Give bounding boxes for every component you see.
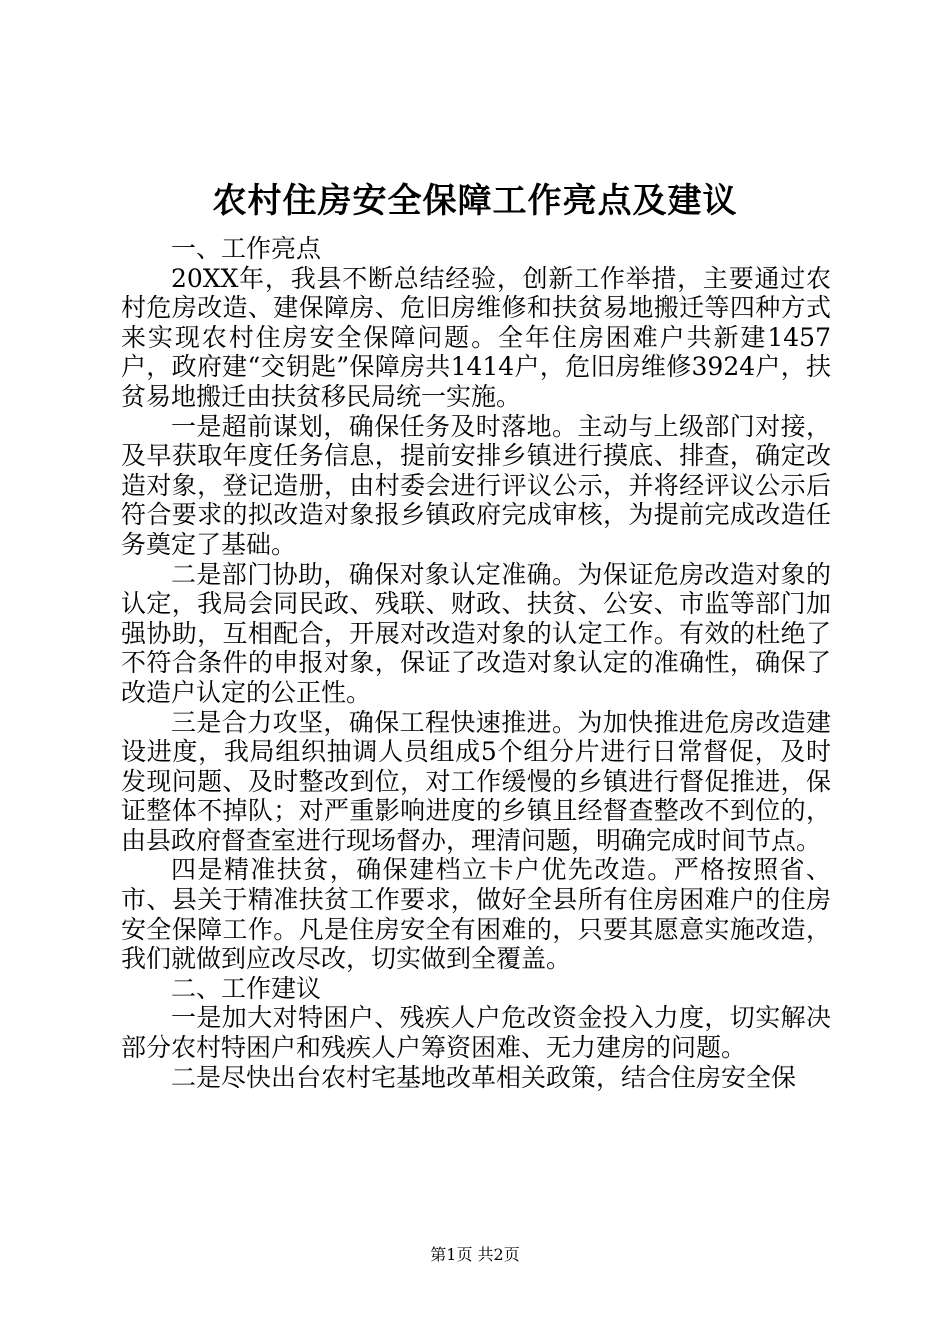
paragraph-point-three: 三是合力攻坚，确保工程快速推进。为加快推进危房改造建设进度，我局组织抽调人员组成5个组分片进行日常督促，及时发现问题、及时整改到位，对工作缓慢的乡镇进行督促推进，保证整体不掉队；对严重影响进度的乡镇且经督查整改不到位的，由县政府督查室进行现场督办，理清问题，明确完成时间节点。 (121, 707, 831, 855)
document-body (121, 234, 831, 1092)
page-footer: 第1页 共2页 (430, 1245, 520, 1264)
paragraph-suggestion-two: 二是尽快出台农村宅基地改革相关政策，结合住房安全保 (171, 1062, 797, 1092)
paragraph-suggestion-one: 一是加大对特困户、残疾人户危改资金投入力度，切实解决部分农村特困户和残疾人户筹资困难、无力建房的问题。 (121, 1003, 831, 1063)
paragraph-point-one: 一是超前谋划，确保任务及时落地。主动与上级部门对接，及早获取年度任务信息，提前安排乡镇进行摸底、排查，确定改造对象，登记造册，由村委会进行评议公示，并将经评议公示后符合要求的拟改造对象报乡镇政府完成审核，为提前完成改造任务奠定了基础。 (121, 411, 831, 559)
paragraph-point-four: 四是精准扶贫，确保建档立卡户优先改造。严格按照省、市、县关于精准扶贫工作要求，做好全县所有住房困难户的住房安全保障工作。凡是住房安全有困难的，只要其愿意实施改造，我们就做到应改尽改，切实做到全覆盖。 (121, 855, 831, 974)
document-title: 农村住房安全保障工作亮点及建议 (212, 181, 738, 221)
paragraph-overview: 20XX年，我县不断总结经验，创新工作举措，主要通过农村危房改造、建保障房、危旧房维修和扶贫易地搬迁等四种方式来实现农村住房安全保障问题。全年住房困难户共新建1457户，政府建“交钥匙”保障房共1414户，危旧房维修3924户，扶贫易地搬迁由扶贫移民局统一实施。 (121, 263, 831, 411)
section-heading-suggestions: 二、工作建议 (171, 973, 322, 1003)
section-heading-highlights: 一、工作亮点 (171, 234, 322, 263)
paragraph-point-two: 二是部门协助，确保对象认定准确。为保证危房改造对象的认定，我局会同民政、残联、财政、扶贫、公安、市监等部门加强协助，互相配合，开展对改造对象的认定工作。有效的杜绝了不符合条件的申报对象，保证了改造对象认定的准确性，确保了改造户认定的公正性。 (121, 559, 831, 707)
